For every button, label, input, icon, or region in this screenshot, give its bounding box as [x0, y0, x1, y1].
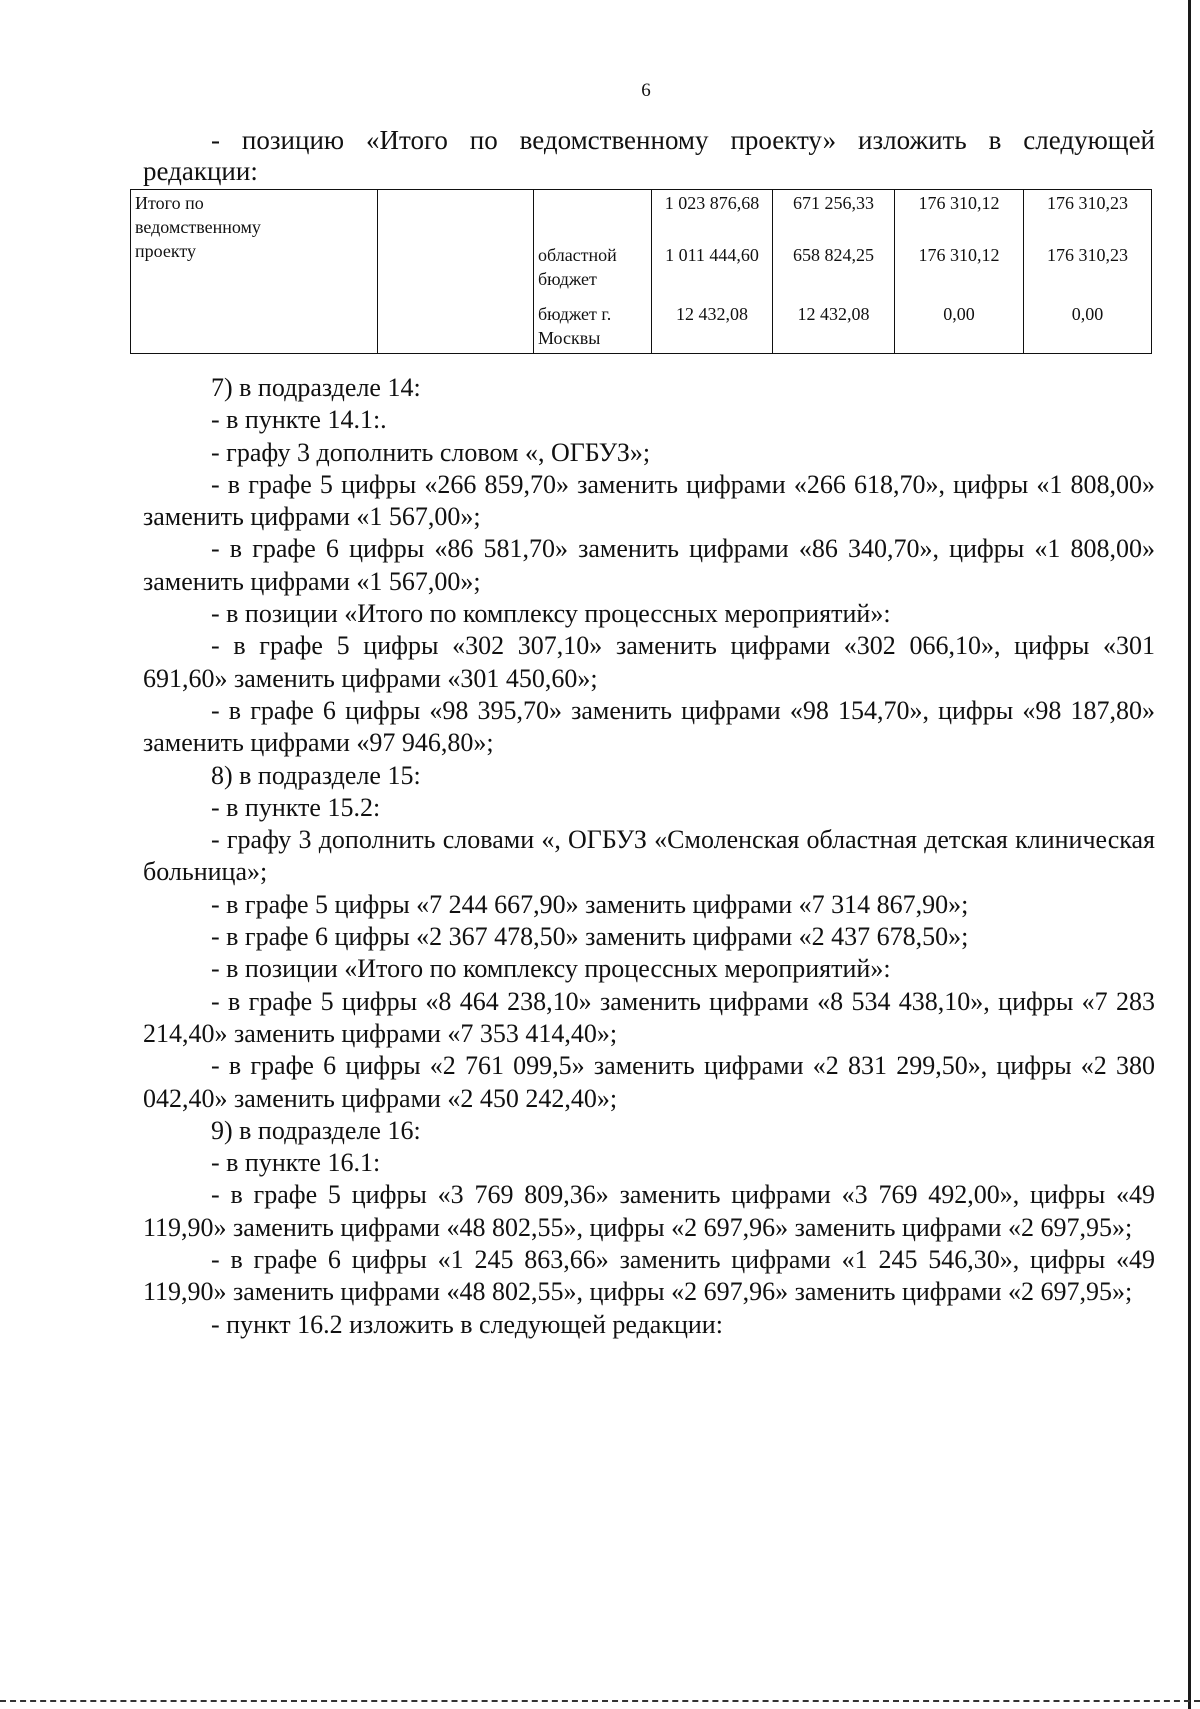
paragraph: - в пункте 15.2:: [211, 792, 381, 822]
page-edge-bottom: [0, 1700, 1200, 1702]
value-cell: 12 432,08: [773, 301, 895, 354]
total-table: [130, 189, 1152, 354]
page-edge-right: [1188, 0, 1191, 1709]
empty-cell: [378, 190, 534, 354]
paragraph: - графу 3 дополнить словами «, ОГБУЗ «Смоленская областная детская клиническая больница»;: [143, 825, 1155, 887]
value-cell: 176 310,23: [1024, 242, 1152, 301]
value-cell: 12 432,08: [652, 301, 773, 354]
page-number: 6: [641, 80, 651, 101]
row-label-line: ведомственному: [135, 217, 261, 237]
paragraph: - в пункте 16.1:: [211, 1148, 381, 1178]
paragraph: 8) в подразделе 15:: [211, 760, 421, 790]
table-row: [131, 190, 1152, 243]
paragraph: - в графе 6 цифры «2 761 099,5» заменить цифрами «2 831 299,50», цифры «2 380 042,40» заменить цифрами «2 450 242,40»;: [143, 1051, 1155, 1113]
value-cell: 176 310,12: [895, 242, 1024, 301]
value-cell: 671 256,33: [773, 190, 895, 243]
paragraph: - в графе 5 цифры «302 307,10» заменить цифрами «302 066,10», цифры «301 691,60» заменить цифрами «301 450,60»;: [143, 631, 1155, 693]
paragraph: - графу 3 дополнить словом «, ОГБУЗ»;: [211, 437, 651, 467]
paragraph: - в графе 6 цифры «86 581,70» заменить цифрами «86 340,70», цифры «1 808,00» заменить цифрами «1 567,00»;: [143, 534, 1155, 596]
paragraph: - в пункте 14.1:.: [211, 405, 387, 435]
row-label-line: проекту: [135, 241, 196, 261]
paragraph: - в графе 5 цифры «8 464 238,10» заменить цифрами «8 534 438,10», цифры «7 283 214,40» заменить цифрами «7 353 414,40»;: [143, 986, 1155, 1048]
paragraph: - в позиции «Итого по комплексу процессных мероприятий»:: [211, 599, 891, 629]
paragraph: - в графе 5 цифры «3 769 809,36» заменить цифрами «3 769 492,00», цифры «49 119,90» заменить цифрами «48 802,55», цифры «2 697,96» заменить цифрами «2 697,95»;: [143, 1180, 1155, 1242]
intro-line-2: редакции:: [143, 156, 258, 186]
paragraph: 9) в подразделе 16:: [211, 1115, 421, 1145]
paragraph: - пункт 16.2 изложить в следующей редакции:: [211, 1309, 723, 1339]
source-cell: областной бюджет: [534, 242, 652, 301]
paragraph: 7) в подразделе 14:: [211, 373, 421, 402]
paragraph: - в графе 5 цифры «266 859,70» заменить цифрами «266 618,70», цифры «1 808,00» заменить цифрами «1 567,00»;: [143, 469, 1155, 532]
source-cell: [534, 190, 652, 243]
row-label-line: Итого по: [135, 193, 204, 213]
value-cell: 658 824,25: [773, 242, 895, 301]
value-cell: 0,00: [895, 301, 1024, 354]
value-cell: 0,00: [1024, 301, 1152, 354]
row-label-cell: [131, 190, 378, 354]
value-cell: 1 011 444,60: [652, 242, 773, 301]
intro-line-1: - позицию «Итого по ведомственному проекту» изложить в следующей: [211, 125, 1155, 155]
value-cell: 176 310,12: [895, 190, 1024, 243]
paragraph: - в позиции «Итого по комплексу процессных мероприятий»:: [211, 954, 891, 984]
document-body: [143, 372, 1155, 1341]
paragraph: - в графе 6 цифры «1 245 863,66» заменить цифрами «1 245 546,30», цифры «49 119,90» заменить цифрами «48 802,55», цифры «2 697,96» заменить цифрами «2 697,95»;: [143, 1245, 1155, 1307]
paragraph: - в графе 6 цифры «98 395,70» заменить цифрами «98 154,70», цифры «98 187,80» заменить цифрами «97 946,80»;: [143, 695, 1155, 758]
paragraph: - в графе 6 цифры «2 367 478,50» заменить цифрами «2 437 678,50»;: [211, 922, 969, 952]
source-cell: бюджет г. Москвы: [534, 301, 652, 354]
paragraph: - в графе 5 цифры «7 244 667,90» заменить цифрами «7 314 867,90»;: [211, 889, 969, 919]
value-cell: 176 310,23: [1024, 190, 1152, 243]
value-cell: 1 023 876,68: [652, 190, 773, 243]
